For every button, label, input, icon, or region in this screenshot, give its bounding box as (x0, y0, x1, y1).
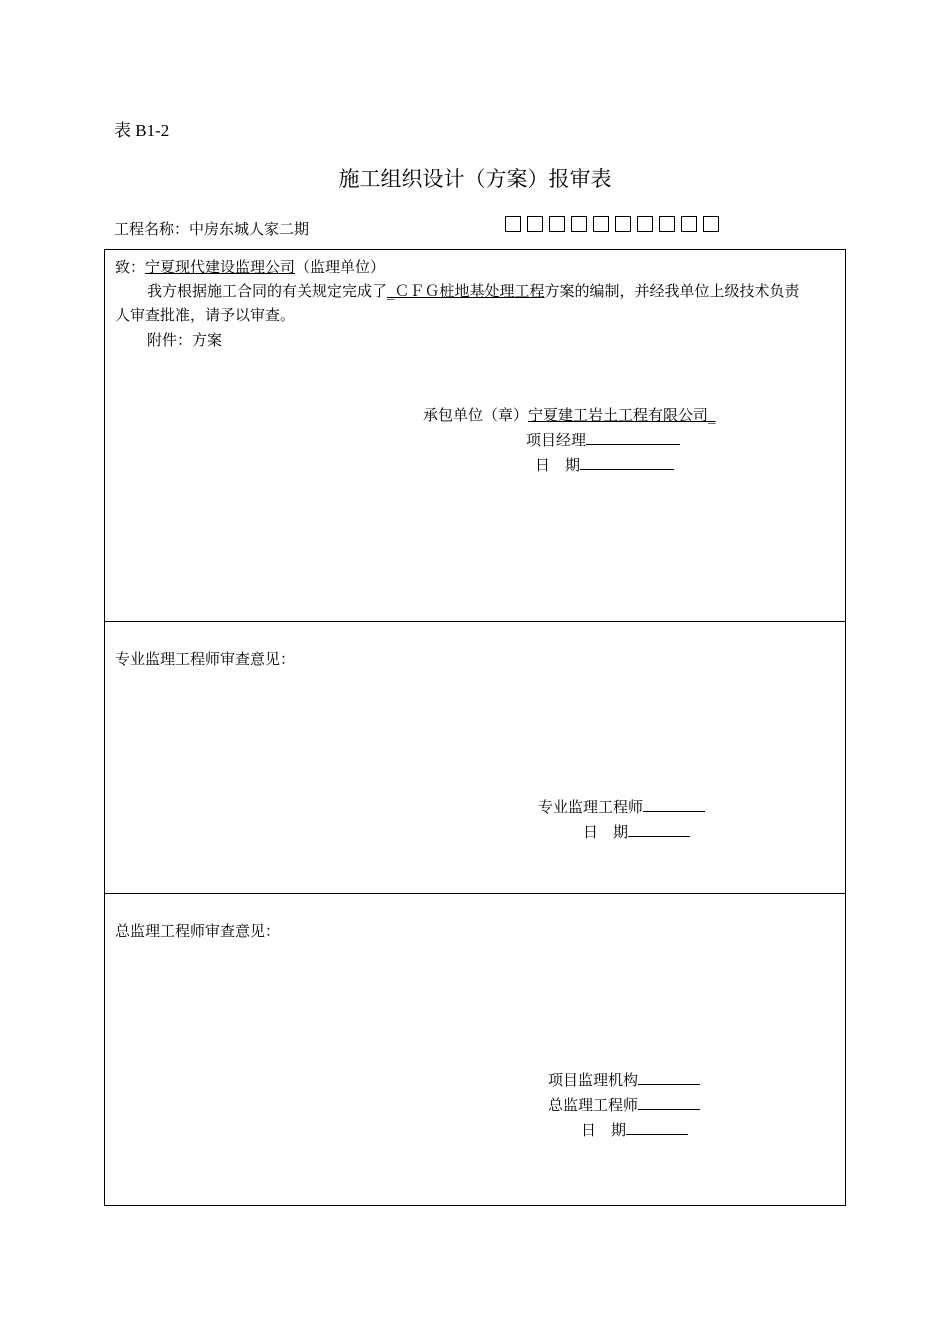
to-label: 致： (115, 258, 146, 276)
code-box[interactable] (593, 216, 609, 232)
date-label: 日 期 (535, 456, 581, 474)
code-box[interactable] (659, 216, 675, 232)
contractor-label: 承包单位（章） (423, 406, 529, 424)
engineer-label: 专业监理工程师 (538, 798, 644, 816)
manager-signature-blank[interactable] (586, 430, 680, 445)
supervisor-unit: 宁夏现代建设监理公司 (145, 258, 296, 276)
project-item: _ＣＦＧ桩地基处理工程 (387, 282, 545, 300)
paragraph-text: 方案的编制，并经我单位上级技术负责 (544, 282, 800, 300)
page-title: 施工组织设计（方案）报审表 (338, 167, 612, 191)
contractor-name: 宁夏建工岩土工程有限公司_ (528, 406, 716, 424)
supervisor-suffix: （监理单位） (295, 258, 386, 276)
engineer-signature-line (538, 794, 705, 820)
code-box[interactable] (549, 216, 565, 232)
agency-label: 项目监理机构 (548, 1071, 639, 1089)
manager-line (526, 427, 680, 453)
form-code: 表 B1-2 (114, 121, 170, 140)
chief-label: 总监理工程师 (548, 1096, 639, 1114)
paragraph-text: 我方根据施工合同的有关规定完成了 (147, 282, 388, 300)
submission-paragraph-line2: 人审查批准，请予以审查。 (115, 306, 296, 324)
submission-section (105, 250, 845, 622)
submission-paragraph-line1 (147, 278, 800, 304)
date-blank[interactable] (580, 455, 674, 470)
code-box[interactable] (615, 216, 631, 232)
approval-form-table (104, 249, 846, 1206)
project-label: 工程名称： (114, 220, 190, 238)
date-blank[interactable] (628, 822, 690, 837)
engineer-opinion-label: 专业监理工程师审查意见： (115, 650, 296, 668)
attachment-line: 附件：方案 (147, 331, 223, 349)
date-line (535, 452, 674, 478)
project-name: 中房东城人家二期 (189, 220, 310, 238)
code-box[interactable] (637, 216, 653, 232)
code-box[interactable] (571, 216, 587, 232)
addressee-line (115, 254, 385, 280)
project-name-row (114, 218, 309, 239)
code-box[interactable] (681, 216, 697, 232)
date-label: 日 期 (581, 1121, 627, 1139)
manager-label: 项目经理 (526, 431, 587, 449)
contractor-line (423, 402, 716, 428)
agency-line (548, 1067, 700, 1093)
agency-blank[interactable] (638, 1070, 700, 1085)
chief-signature-blank[interactable] (638, 1095, 700, 1110)
code-box[interactable] (703, 216, 719, 232)
chief-signature-line (548, 1092, 700, 1118)
engineer-review-section (105, 622, 845, 894)
date-label: 日 期 (583, 823, 629, 841)
project-code-boxes (505, 216, 719, 232)
engineer-signature-blank[interactable] (643, 797, 705, 812)
chief-opinion-label: 总监理工程师审查意见： (115, 922, 281, 940)
code-box[interactable] (527, 216, 543, 232)
chief-review-section (105, 894, 845, 1205)
engineer-date-line (583, 819, 690, 845)
code-box[interactable] (505, 216, 521, 232)
date-blank[interactable] (626, 1120, 688, 1135)
chief-date-line (581, 1117, 688, 1143)
